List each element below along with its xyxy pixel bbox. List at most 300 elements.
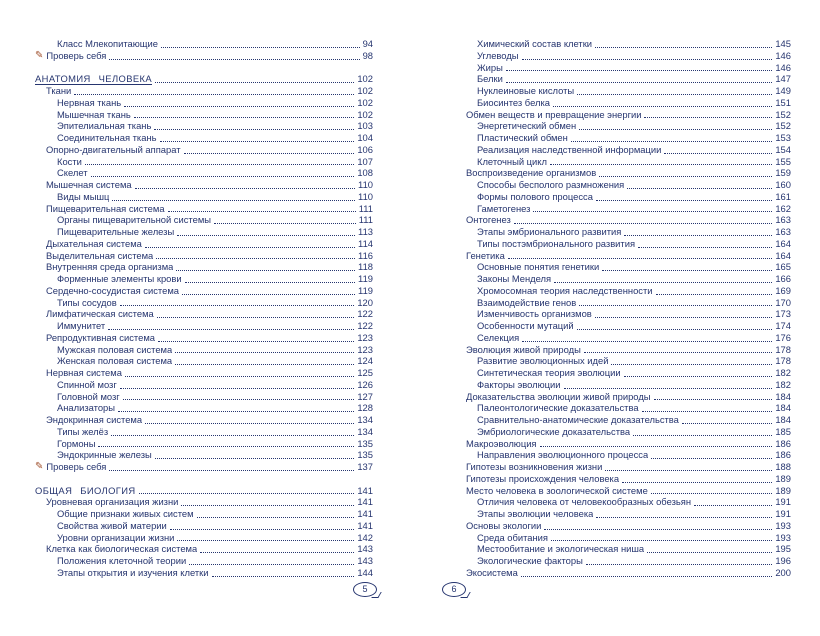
toc-entry-title: Кости xyxy=(57,155,82,167)
toc-entry-page: 146 xyxy=(775,61,791,73)
toc-entry-title: Экологические факторы xyxy=(477,555,583,566)
toc-entry-page: 182 xyxy=(775,378,791,390)
toc-entry xyxy=(455,379,791,391)
toc-entry-page: 185 xyxy=(775,425,791,437)
toc-entry-title: Взаимодействие генов xyxy=(477,296,577,308)
page-number-badge-right: 6 xyxy=(442,582,466,597)
toc-entry-title: Соединительная ткань xyxy=(57,132,157,143)
dot-leader xyxy=(506,70,772,71)
toc-entry xyxy=(35,273,373,285)
toc-entry-page: 102 xyxy=(357,108,373,120)
toc-entry-page: 106 xyxy=(357,143,373,155)
toc-entry xyxy=(455,320,791,332)
dot-leader xyxy=(682,423,772,424)
toc-entry-page: 195 xyxy=(775,543,791,555)
page-number-badge-left: 5 xyxy=(353,582,377,597)
toc-entry xyxy=(35,344,373,356)
toc-entry-title: Эндокринная система xyxy=(46,414,143,425)
toc-entry-title: Нуклеиновые кислоты xyxy=(477,85,575,96)
toc-entry xyxy=(455,62,791,74)
dot-leader xyxy=(109,470,354,471)
toc-entry-title: Среда обитания xyxy=(477,531,548,543)
toc-entry-page: 166 xyxy=(775,273,791,284)
toc-entry-page: 196 xyxy=(775,555,791,566)
toc-entry xyxy=(455,38,791,50)
dot-leader xyxy=(624,376,773,377)
toc-entry-title: Биосинтез белка xyxy=(477,96,550,108)
dot-leader xyxy=(599,176,772,177)
toc-entry-page: 200 xyxy=(775,566,791,578)
toc-entry-page: 149 xyxy=(775,85,791,96)
dot-leader xyxy=(145,423,354,424)
toc-entry xyxy=(455,297,791,309)
dot-leader xyxy=(200,552,354,553)
toc-entry-title: Экосистема xyxy=(466,566,518,578)
dot-leader xyxy=(596,200,772,201)
dot-leader xyxy=(579,129,772,130)
toc-entry xyxy=(455,426,791,438)
dot-leader xyxy=(112,200,355,201)
toc-entry-page: 178 xyxy=(775,355,791,367)
toc-entry-page: 102 xyxy=(357,96,373,108)
toc-entry-title: Энергетический обмен xyxy=(477,120,577,132)
toc-entry xyxy=(35,532,373,544)
dot-leader xyxy=(508,258,773,259)
toc-entry-page: 191 xyxy=(775,496,791,508)
toc-entry xyxy=(35,214,373,226)
toc-entry xyxy=(35,414,373,426)
dot-leader xyxy=(177,235,355,236)
toc-entry-page: 164 xyxy=(775,237,791,249)
dot-leader xyxy=(595,47,772,48)
toc-entry-title: Опорно-двигательный аппарат xyxy=(46,143,181,155)
toc-entry-page: 141 xyxy=(357,508,373,519)
dot-leader xyxy=(633,435,772,436)
toc-entry-title: Типы сосудов xyxy=(57,296,117,308)
toc-entry xyxy=(35,132,373,144)
toc-entry-title: Гипотезы возникновения жизни xyxy=(466,461,603,472)
toc-entry-page: 154 xyxy=(775,143,791,155)
toc-entry-title: Сердечно-сосудистая система xyxy=(46,284,179,296)
toc-entry xyxy=(455,402,791,414)
toc-entry-page: 128 xyxy=(357,402,373,414)
dot-leader xyxy=(553,106,772,107)
toc-entry xyxy=(455,508,791,520)
toc-entry-title: Иммунитет xyxy=(57,320,106,331)
dot-leader xyxy=(522,59,773,60)
toc-entry-title: Свойства живой материи xyxy=(57,519,167,531)
toc-entry-page: 152 xyxy=(775,108,791,120)
toc-entry-title: Эволюция живой природы xyxy=(466,343,581,355)
toc-entry-title: Синтетическая теория эволюции xyxy=(477,367,621,378)
toc-entry xyxy=(455,250,791,262)
dot-leader xyxy=(85,164,354,165)
toc-entry xyxy=(455,144,791,156)
toc-entry xyxy=(455,344,791,356)
toc-entry xyxy=(455,485,791,497)
dot-leader xyxy=(605,470,772,471)
toc-entry-title: Лимфатическая система xyxy=(46,308,154,320)
dot-leader xyxy=(91,176,355,177)
toc-entry-page: 94 xyxy=(362,38,373,49)
toc-entry-page: 111 xyxy=(358,214,373,226)
toc-entry-page: 119 xyxy=(358,273,373,284)
toc-entry-title: Особенности мутаций xyxy=(477,320,574,331)
toc-entry xyxy=(35,438,373,450)
toc-entry-title: Хромосомная теория наследственности xyxy=(477,284,653,296)
toc-entry xyxy=(455,85,791,97)
toc-entry-title: Гаметогенез xyxy=(477,202,531,214)
toc-entry-page: 169 xyxy=(775,284,791,296)
dot-leader xyxy=(651,493,773,494)
toc-entry-title: Репродуктивная система xyxy=(46,331,155,343)
toc-entry xyxy=(455,120,791,132)
toc-entry-title: Жиры xyxy=(477,61,503,73)
toc-entry xyxy=(35,379,373,391)
toc-entry-title: Проверь себя xyxy=(46,461,107,472)
toc-entry xyxy=(455,473,791,485)
dot-leader xyxy=(611,364,772,365)
dot-leader xyxy=(157,317,355,318)
toc-entry-page: 111 xyxy=(358,202,373,214)
dot-leader xyxy=(642,411,773,412)
toc-entry-title: Форменные элементы крови xyxy=(57,273,182,284)
dot-leader xyxy=(544,529,772,530)
dot-leader xyxy=(134,117,355,118)
dot-leader xyxy=(109,59,359,60)
toc-entry-page: 186 xyxy=(775,449,791,461)
toc-entry-title: Скелет xyxy=(57,167,88,179)
toc-section-heading xyxy=(35,485,373,497)
dot-leader xyxy=(155,82,354,83)
toc-entry-page: 125 xyxy=(357,367,373,378)
toc-entry-title: Виды мышц xyxy=(57,190,110,202)
toc-entry xyxy=(455,203,791,215)
toc-entry-page: 163 xyxy=(775,226,791,237)
toc-entry xyxy=(35,543,373,555)
dot-leader xyxy=(656,294,773,295)
toc-entry-page: 102 xyxy=(357,85,373,96)
toc-entry-page: 162 xyxy=(775,202,791,214)
toc-entry-title: Пищеварительная система xyxy=(46,202,165,214)
toc-entry-title: Углеводы xyxy=(477,49,519,61)
toc-entry xyxy=(35,179,373,191)
toc-entry-page: 123 xyxy=(357,343,373,355)
dot-leader xyxy=(506,82,772,83)
toc-entry-title: Изменчивость организмов xyxy=(477,308,592,320)
dot-leader xyxy=(579,305,772,306)
toc-entry-page: 141 xyxy=(357,519,373,531)
toc-entry xyxy=(35,109,373,121)
dot-leader xyxy=(161,47,360,48)
dot-leader xyxy=(577,94,772,95)
toc-entry-page: 110 xyxy=(358,179,373,190)
toc-entry-page: 182 xyxy=(775,367,791,378)
dot-leader xyxy=(664,153,772,154)
toc-entry-title: Эмбриологические доказательства xyxy=(477,425,631,437)
toc-entry xyxy=(35,297,373,309)
toc-entry-title: Этапы открытия и изучения клетки xyxy=(57,566,209,578)
toc-entry xyxy=(35,426,373,438)
toc-entry-title: Гормоны xyxy=(57,437,96,449)
toc-entry-title: Формы полового процесса xyxy=(477,190,593,202)
toc-entry-page: 170 xyxy=(775,296,791,308)
toc-entry-title: Генетика xyxy=(466,249,505,261)
toc-entry-title: Развитие эволюционных идей xyxy=(477,355,609,367)
dot-leader xyxy=(118,411,354,412)
dot-leader xyxy=(212,576,355,577)
toc-entry xyxy=(455,73,791,85)
toc-entry xyxy=(455,355,791,367)
dot-leader xyxy=(627,188,772,189)
toc-entry-title: Обмен веществ и превращение энергии xyxy=(466,108,642,120)
toc-entry-title: Клетка как биологическая система xyxy=(46,543,198,555)
toc-entry-title: Направления эволюционного процесса xyxy=(477,449,649,461)
toc-entry-title: Законы Менделя xyxy=(477,273,552,284)
toc-entry-title: Типы желёз xyxy=(57,425,109,437)
toc-entry-title: Способы бесполого размножения xyxy=(477,179,625,190)
toc-entry xyxy=(455,191,791,203)
toc-entry xyxy=(455,438,791,450)
toc-entry-title: Химический состав клетки xyxy=(477,38,593,49)
dot-leader xyxy=(533,211,772,212)
toc-entry xyxy=(35,250,373,262)
toc-entry xyxy=(35,367,373,379)
toc-entry-page: 118 xyxy=(358,261,373,273)
dot-leader xyxy=(514,223,773,224)
dot-leader xyxy=(571,141,773,142)
toc-entry-title: Этапы эволюции человека xyxy=(477,508,594,519)
toc-entry-page: 142 xyxy=(357,531,373,543)
dot-leader xyxy=(154,129,354,130)
toc-entry-title: Мышечная ткань xyxy=(57,108,131,120)
toc-entry-title: Уровни организации жизни xyxy=(57,531,175,543)
toc-entry-title: Органы пищеварительной системы xyxy=(57,214,212,226)
toc-entry-page: 184 xyxy=(775,402,791,414)
toc-entry-title: Пищеварительные железы xyxy=(57,226,175,237)
dot-leader xyxy=(74,94,354,95)
toc-entry xyxy=(455,520,791,532)
toc-entry xyxy=(35,449,373,461)
toc-entry-page: 102 xyxy=(357,73,373,85)
toc-entry-page: 116 xyxy=(358,249,373,261)
toc-entry-page: 186 xyxy=(775,437,791,449)
toc-entry xyxy=(35,50,373,62)
toc-entry-title: Типы постэмбрионального развития xyxy=(477,237,636,249)
toc-entry xyxy=(35,567,373,579)
toc-entry xyxy=(35,203,373,215)
dot-leader xyxy=(139,493,355,494)
toc-entry-page: 141 xyxy=(357,496,373,508)
toc-entry-page: 120 xyxy=(357,296,373,308)
toc-entry-title: Основные понятия генетики xyxy=(477,261,600,273)
toc-entry xyxy=(35,191,373,203)
toc-entry-page: 174 xyxy=(775,320,791,331)
toc-entry-page: 113 xyxy=(358,226,373,237)
toc-entry xyxy=(35,85,373,97)
dot-leader xyxy=(577,329,773,330)
toc-entry xyxy=(455,179,791,191)
toc-entry xyxy=(35,461,373,473)
dot-leader xyxy=(98,446,354,447)
toc-entry xyxy=(455,132,791,144)
toc-entry-page: 152 xyxy=(775,120,791,132)
toc-entry-title: АНАТОМИЯ ЧЕЛОВЕКА xyxy=(35,73,153,85)
dot-leader xyxy=(181,505,354,506)
toc-entry xyxy=(455,238,791,250)
toc-entry-title: Факторы эволюции xyxy=(477,378,561,390)
toc-entry-page: 127 xyxy=(357,390,373,402)
toc-entry-page: 160 xyxy=(775,179,791,190)
dot-leader xyxy=(120,388,355,389)
toc-entry-title: Головной мозг xyxy=(57,390,120,402)
toc-entry xyxy=(35,38,373,50)
toc-entry-title: Сравнительно-анатомические доказательства xyxy=(477,414,679,425)
dot-leader xyxy=(654,399,773,400)
toc-entry-page: 123 xyxy=(357,331,373,343)
toc-entry-page: 146 xyxy=(775,49,791,61)
toc-entry-page: 135 xyxy=(357,449,373,461)
toc-entry xyxy=(455,567,791,579)
toc-entry-title: Уровневая организация жизни xyxy=(46,496,179,508)
toc-entry xyxy=(455,308,791,320)
dot-leader xyxy=(586,564,773,565)
dot-leader xyxy=(647,552,772,553)
dot-leader xyxy=(145,247,355,248)
toc-entry xyxy=(35,261,373,273)
toc-entry-title: Ткани xyxy=(46,85,72,96)
toc-entry-title: Внутренняя среда организма xyxy=(46,261,174,273)
toc-entry xyxy=(455,50,791,62)
toc-entry xyxy=(455,555,791,567)
toc-entry xyxy=(455,449,791,461)
dot-leader xyxy=(651,458,772,459)
toc-entry-title: Пластический обмен xyxy=(477,132,568,143)
toc-entry-page: 193 xyxy=(775,519,791,531)
toc-entry-title: Дыхательная система xyxy=(46,237,142,249)
dot-leader xyxy=(638,247,772,248)
toc-entry xyxy=(455,261,791,273)
dot-leader xyxy=(135,188,355,189)
toc-entry-page: 153 xyxy=(775,132,791,143)
toc-entry-page: 173 xyxy=(775,308,791,320)
toc-entry-page: 151 xyxy=(775,96,791,108)
toc-entry-page: 103 xyxy=(357,120,373,132)
dot-leader xyxy=(158,341,354,342)
toc-entry-title: Гипотезы происхождения человека xyxy=(466,472,620,484)
dot-leader xyxy=(214,223,356,224)
toc-entry-page: 155 xyxy=(775,155,791,167)
dot-leader xyxy=(184,153,355,154)
toc-entry-page: 141 xyxy=(357,484,373,496)
dot-leader xyxy=(108,329,354,330)
toc-entry xyxy=(455,156,791,168)
toc-entry-title: Женская половая система xyxy=(57,355,173,367)
toc-entry-page: 147 xyxy=(775,73,791,85)
toc-entry-page: 143 xyxy=(357,555,373,566)
dot-leader xyxy=(185,282,355,283)
toc-entry-title: Анализаторы xyxy=(57,402,116,414)
toc-entry-page: 184 xyxy=(775,414,791,425)
dot-leader xyxy=(175,364,354,365)
dot-leader xyxy=(189,564,354,565)
toc-entry-page: 134 xyxy=(357,414,373,425)
toc-entry xyxy=(35,520,373,532)
toc-entry xyxy=(455,273,791,285)
dot-leader xyxy=(120,305,355,306)
toc-entry-page: 124 xyxy=(357,355,373,367)
dot-leader xyxy=(124,106,354,107)
toc-entry-title: Нервная ткань xyxy=(57,96,122,108)
toc-entry-page: 122 xyxy=(357,308,373,320)
toc-entry-page: 143 xyxy=(357,543,373,555)
toc-entry-title: Клеточный цикл xyxy=(477,155,547,167)
toc-entry-page: 184 xyxy=(775,390,791,402)
toc-entry xyxy=(35,555,373,567)
toc-entry-title: Белки xyxy=(477,73,503,85)
dot-leader xyxy=(522,341,772,342)
toc-entry-title: Спинной мозг xyxy=(57,378,117,390)
toc-entry xyxy=(35,320,373,332)
toc-entry-page: 189 xyxy=(775,484,791,496)
toc-entry xyxy=(35,226,373,238)
toc-entry-page: 107 xyxy=(357,155,373,167)
dot-leader xyxy=(551,540,772,541)
toc-entry xyxy=(455,532,791,544)
toc-entry-title: Положения клеточной теории xyxy=(57,555,187,566)
dot-leader xyxy=(197,517,355,518)
toc-entry-title: Нервная система xyxy=(46,367,122,378)
dot-leader xyxy=(168,211,356,212)
toc-entry-page: 163 xyxy=(775,214,791,226)
toc-entry-page: 122 xyxy=(357,320,373,331)
pencil-icon: ✎ xyxy=(35,49,44,61)
toc-entry-page: 178 xyxy=(775,343,791,355)
toc-entry xyxy=(35,285,373,297)
toc-entry-title: Макроэволюция xyxy=(466,437,537,449)
toc-entry-title: Мышечная система xyxy=(46,179,132,190)
toc-entry-title: Выделительная система xyxy=(46,249,154,261)
dot-leader xyxy=(156,258,355,259)
dot-leader xyxy=(550,164,772,165)
toc-entry-page: 164 xyxy=(775,249,791,261)
toc-entry xyxy=(455,226,791,238)
dot-leader xyxy=(624,235,772,236)
toc-entry-page: 176 xyxy=(775,331,791,343)
toc-entry xyxy=(35,156,373,168)
dot-leader xyxy=(644,117,772,118)
toc-entry xyxy=(455,332,791,344)
toc-entry-page: 165 xyxy=(775,261,791,273)
dot-leader xyxy=(111,435,354,436)
dot-leader xyxy=(596,517,772,518)
toc-entry xyxy=(455,214,791,226)
toc-entry-page: 137 xyxy=(357,461,373,472)
toc-column-left xyxy=(35,38,373,579)
toc-entry-page: 193 xyxy=(775,531,791,543)
toc-entry-page: 144 xyxy=(357,566,373,578)
toc-entry-page: 98 xyxy=(362,49,373,61)
toc-entry-page: 119 xyxy=(358,284,373,296)
toc-entry xyxy=(455,391,791,403)
toc-entry-title: Воспроизведение организмов xyxy=(466,167,597,179)
toc-entry-page: 104 xyxy=(357,132,373,143)
toc-entry xyxy=(35,391,373,403)
toc-entry xyxy=(455,461,791,473)
toc-entry-title: Эндокринные железы xyxy=(57,449,152,461)
dot-leader xyxy=(602,270,772,271)
toc-entry xyxy=(35,402,373,414)
